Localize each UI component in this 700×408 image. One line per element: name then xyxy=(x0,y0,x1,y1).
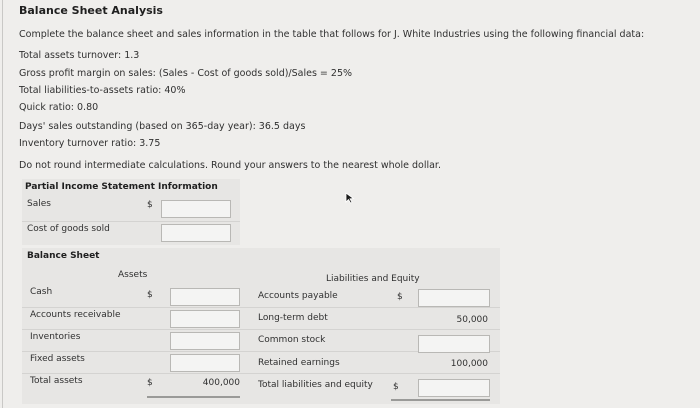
total-assets-underline xyxy=(147,396,240,398)
balance-sheet-heading: Balance Sheet xyxy=(27,251,100,261)
cogs-label: Cost of goods sold xyxy=(27,224,110,234)
common-stock-label: Common stock xyxy=(258,335,326,345)
sales-label: Sales xyxy=(27,199,51,209)
accounts-payable-label: Accounts payable xyxy=(258,291,338,301)
fixed-assets-label: Fixed assets xyxy=(30,354,85,364)
retained-earnings-value: 100,000 xyxy=(450,359,488,369)
data-item: Gross profit margin on sales: (Sales - Cost of goods sold)/Sales = 25% xyxy=(19,68,353,79)
data-item: Quick ratio: 0.80 xyxy=(19,102,99,113)
row-divider xyxy=(22,329,500,330)
row-divider xyxy=(22,373,500,374)
data-item: Inventory turnover ratio: 3.75 xyxy=(19,138,161,149)
row-divider xyxy=(22,221,240,222)
retained-earnings-label: Retained earnings xyxy=(258,358,340,368)
assets-header: Assets xyxy=(118,270,148,280)
accounts-payable-currency: $ xyxy=(397,292,403,302)
cogs-input[interactable] xyxy=(161,224,231,242)
liabilities-equity-header: Liabilities and Equity xyxy=(326,274,420,284)
data-item: Total liabilities-to-assets ratio: 40% xyxy=(19,85,186,96)
cash-input[interactable] xyxy=(170,288,240,306)
total-liabilities-equity-currency: $ xyxy=(393,382,399,392)
rounding-note: Do not round intermediate calculations. Round your answers to the nearest whole dollar. xyxy=(19,160,441,171)
fixed-assets-input[interactable] xyxy=(170,354,240,372)
accounts-receivable-label: Accounts receivable xyxy=(30,310,121,320)
long-term-debt-value: 50,000 xyxy=(456,315,488,325)
inventories-input[interactable] xyxy=(170,332,240,350)
total-liabilities-equity-underline xyxy=(391,399,490,401)
total-liabilities-equity-label: Total liabilities and equity xyxy=(258,380,373,390)
data-item: Days' sales outstanding (based on 365-day year): 36.5 days xyxy=(19,121,306,132)
total-assets-currency: $ xyxy=(147,378,153,388)
cash-label: Cash xyxy=(30,287,53,297)
sales-currency: $ xyxy=(147,200,153,210)
intro-text: Complete the balance sheet and sales information in the table that follows for J. White Industries using the following financial data: xyxy=(19,29,645,40)
total-liabilities-equity-input[interactable] xyxy=(418,379,490,397)
inventories-label: Inventories xyxy=(30,332,81,342)
income-statement-heading: Partial Income Statement Information xyxy=(25,182,218,192)
accounts-receivable-input[interactable] xyxy=(170,310,240,328)
long-term-debt-label: Long-term debt xyxy=(258,313,328,323)
page-title: Balance Sheet Analysis xyxy=(19,4,163,17)
total-assets-value: 400,000 xyxy=(202,378,240,388)
row-divider xyxy=(22,307,500,308)
total-assets-label: Total assets xyxy=(30,376,83,386)
common-stock-input[interactable] xyxy=(418,335,490,353)
left-edge-divider xyxy=(2,0,3,408)
accounts-payable-input[interactable] xyxy=(418,289,490,307)
data-item: Total assets turnover: 1.3 xyxy=(19,50,140,61)
cursor-arrow-icon xyxy=(345,192,355,204)
cash-currency: $ xyxy=(147,290,153,300)
sales-input[interactable] xyxy=(161,200,231,218)
